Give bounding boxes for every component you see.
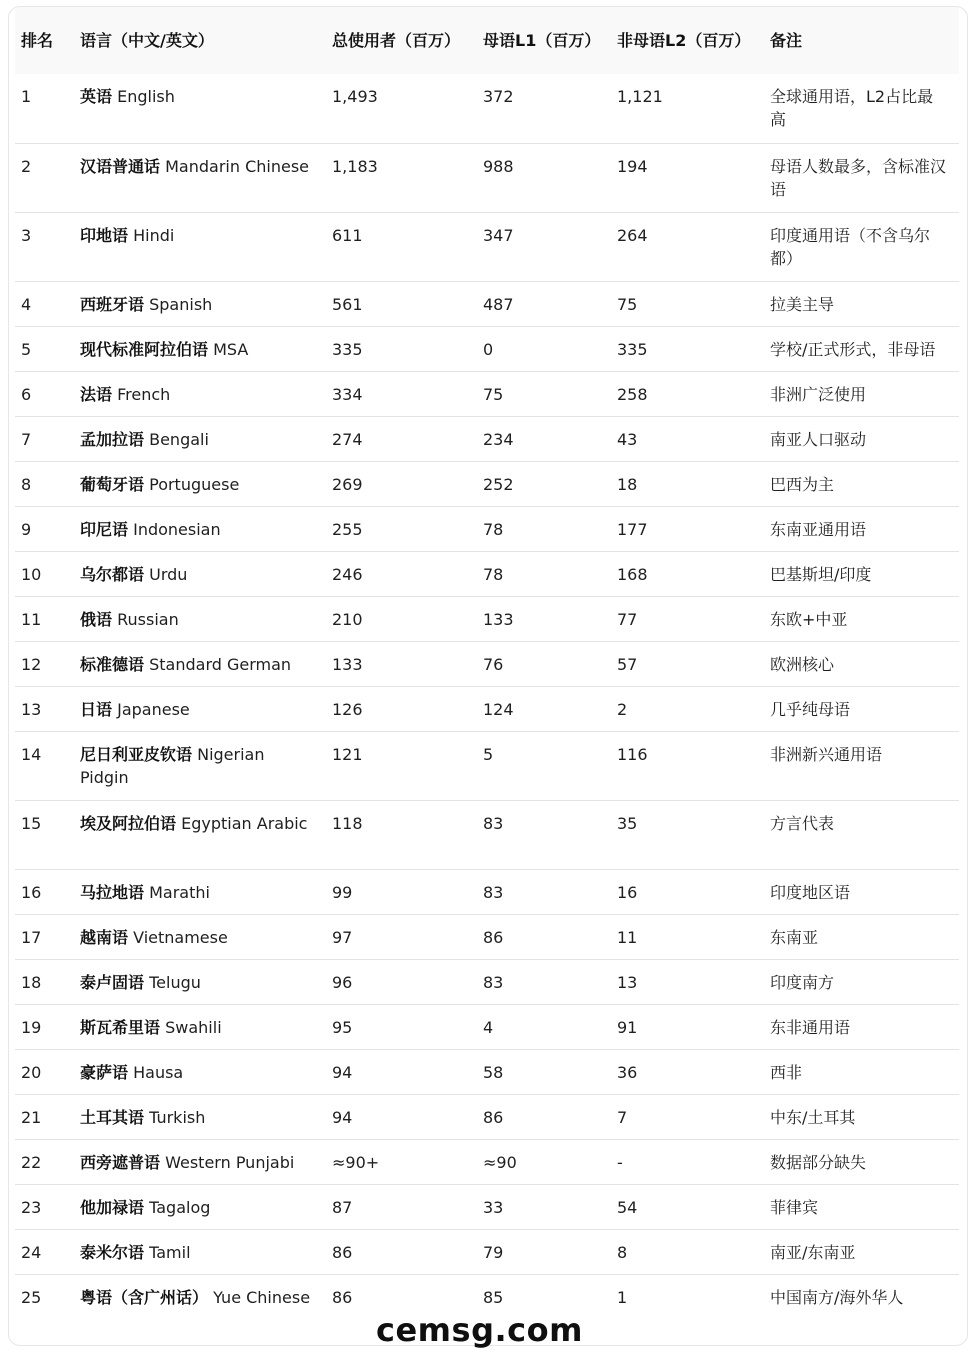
cell-rank: 20: [15, 1049, 74, 1094]
table-card: [8, 6, 968, 1346]
language-en: English: [117, 87, 175, 106]
cell-l2: 54: [611, 1184, 764, 1229]
table-row: [15, 1004, 959, 1049]
cell-l2: 177: [611, 506, 764, 551]
cell-l1: 124: [477, 686, 611, 731]
cell-total: 269: [326, 461, 477, 506]
language-zh: 豪萨语: [80, 1062, 129, 1082]
cell-rank: 8: [15, 461, 74, 506]
cell-l1: 0: [477, 326, 611, 371]
table-body: [15, 74, 959, 1343]
cell-note: 母语人数最多，含标准汉语: [764, 143, 959, 212]
cell-note: 中国南方/海外华人: [770, 1287, 904, 1307]
language-zh: 土耳其语: [80, 1107, 145, 1127]
table-row: [15, 686, 959, 731]
table-row: [15, 551, 959, 596]
cell-note: 巴西为主: [764, 461, 959, 506]
cell-language: [74, 371, 326, 416]
table-row: [15, 1229, 959, 1274]
cell-l1: 78: [477, 506, 611, 551]
table-row: [15, 212, 959, 281]
table-row: [15, 1184, 959, 1229]
table-row: [15, 371, 959, 416]
cell-l2: 11: [611, 914, 764, 959]
table-row: [15, 641, 959, 686]
cell-total: 118: [326, 800, 477, 869]
cell-total: 126: [326, 686, 477, 731]
language-en: Hausa: [133, 1062, 184, 1082]
language-en: Vietnamese: [133, 927, 228, 947]
cell-l1: 86: [477, 1094, 611, 1139]
cell-note: 非洲广泛使用: [764, 371, 959, 416]
language-zh: 法语: [80, 384, 113, 404]
table-row: [15, 731, 959, 800]
cell-l1: 4: [477, 1004, 611, 1049]
cell-rank: 24: [15, 1229, 74, 1274]
language-en: Western Punjabi: [165, 1152, 295, 1172]
cell-total: 94: [326, 1049, 477, 1094]
cell-l2: 7: [611, 1094, 764, 1139]
cell-rank: 11: [15, 596, 74, 641]
cell-rank: 13: [15, 686, 74, 731]
cell-l1: 83: [477, 959, 611, 1004]
table-header: [15, 7, 959, 74]
cell-l2: 43: [611, 416, 764, 461]
cell-l1: 487: [477, 281, 611, 326]
table-row: [15, 800, 959, 869]
cell-language: [74, 914, 326, 959]
language-zh: 泰卢固语: [80, 972, 145, 992]
cell-total: 133: [326, 641, 477, 686]
watermark-text: cemsg.com: [376, 1311, 583, 1349]
cell-language: [74, 1139, 326, 1184]
cell-note: 中东/土耳其: [764, 1094, 959, 1139]
cell-total: 246: [326, 551, 477, 596]
cell-language: [74, 1184, 326, 1229]
cell-rank: 23: [15, 1184, 74, 1229]
cell-note: 几乎纯母语: [764, 686, 959, 731]
cell-l2: 16: [611, 869, 764, 914]
cell-total: 96: [326, 959, 477, 1004]
cell-language: [74, 1229, 326, 1274]
cell-language: [74, 1094, 326, 1139]
table-row: [15, 461, 959, 506]
language-en: Tamil: [149, 1242, 191, 1262]
cell-l1: 133: [477, 596, 611, 641]
header-rank: 排名: [21, 30, 54, 50]
header-row: [15, 7, 959, 74]
language-zh: 西旁遮普语: [80, 1152, 161, 1172]
cell-l2: 77: [611, 596, 764, 641]
cell-language: [74, 416, 326, 461]
language-en: Marathi: [149, 882, 210, 902]
cell-l2: 335: [611, 326, 764, 371]
cell-l1: 86: [477, 914, 611, 959]
header-l2: 非母语L2（百万）: [617, 30, 751, 50]
cell-rank: 17: [15, 914, 74, 959]
table-row: [15, 1094, 959, 1139]
language-zh: 越南语: [80, 927, 129, 947]
cell-note: 菲律宾: [764, 1184, 959, 1229]
table-row: [15, 506, 959, 551]
cell-language: [74, 551, 326, 596]
cell-rank: 16: [15, 869, 74, 914]
cell-rank: 21: [15, 1094, 74, 1139]
cell-l1: 5: [477, 731, 611, 800]
language-en: Spanish: [149, 294, 213, 314]
cell-rank: 18: [15, 959, 74, 1004]
language-en: French: [117, 384, 171, 404]
table-row: [15, 1049, 959, 1094]
language-zh: 乌尔都语: [80, 564, 145, 584]
cell-language: [74, 686, 326, 731]
language-en: Tagalog: [149, 1197, 211, 1217]
cell-rank: 15: [15, 800, 74, 869]
language-zh: 日语: [80, 699, 113, 719]
cell-l1: 988: [477, 143, 611, 212]
cell-l2: 1: [617, 1287, 628, 1307]
cell-note: 拉美主导: [764, 281, 959, 326]
cell-total: 210: [326, 596, 477, 641]
language-en: Russian: [117, 609, 179, 629]
language-zh: 粤语（含广州话）: [80, 1287, 209, 1307]
cell-total: 97: [326, 914, 477, 959]
cell-l2: 75: [611, 281, 764, 326]
language-zh: 英语: [80, 87, 113, 106]
cell-total: 334: [326, 371, 477, 416]
language-zh: 西班牙语: [80, 294, 145, 314]
cell-rank: 12: [15, 641, 74, 686]
language-zh: 标准德语: [80, 654, 145, 674]
cell-l1: 85: [483, 1287, 504, 1307]
cell-language: [74, 596, 326, 641]
language-en: Swahili: [165, 1017, 222, 1037]
language-en: Hindi: [133, 225, 175, 245]
header-language: 语言（中文/英文）: [80, 30, 214, 50]
language-en: Portuguese: [149, 474, 240, 494]
cell-note: 东非通用语: [764, 1004, 959, 1049]
cell-l1: 234: [477, 416, 611, 461]
cell-language: [74, 143, 326, 212]
cell-language: [74, 800, 326, 869]
cell-rank: 1: [15, 74, 74, 143]
cell-total: 611: [326, 212, 477, 281]
cell-l1: 58: [477, 1049, 611, 1094]
cell-l1: 83: [477, 800, 611, 869]
language-zh: 尼日利亚皮钦语: [80, 744, 193, 764]
cell-total: 86: [332, 1287, 353, 1307]
cell-l1: ≈90: [477, 1139, 611, 1184]
header-l1: 母语L1（百万）: [483, 30, 601, 50]
cell-language: [74, 869, 326, 914]
table-row: [15, 914, 959, 959]
cell-language: [74, 959, 326, 1004]
table-row: [15, 326, 959, 371]
cell-note: 非洲新兴通用语: [764, 731, 959, 800]
table-row: [15, 596, 959, 641]
cell-language: [74, 74, 326, 143]
cell-l2: 116: [611, 731, 764, 800]
language-zh: 斯瓦希里语: [80, 1017, 161, 1037]
language-zh: 埃及阿拉伯语: [80, 813, 177, 833]
cell-l1: 75: [477, 371, 611, 416]
cell-note: 南亚/东南亚: [764, 1229, 959, 1274]
cell-total: 87: [326, 1184, 477, 1229]
cell-l2: 57: [611, 641, 764, 686]
cell-language: [74, 731, 326, 800]
cell-language: [74, 212, 326, 281]
language-zh: 汉语普通话: [80, 156, 161, 176]
cell-rank: 2: [15, 143, 74, 212]
cell-l2: 13: [611, 959, 764, 1004]
cell-rank: 3: [15, 212, 74, 281]
language-zh: 现代标准阿拉伯语: [80, 339, 209, 359]
language-zh: 印尼语: [80, 519, 129, 539]
cell-note: 东南亚: [764, 914, 959, 959]
table-row: [15, 416, 959, 461]
language-ranking-table: [15, 7, 959, 1343]
cell-language: [74, 1049, 326, 1094]
language-en: Indonesian: [133, 519, 221, 539]
table-row: [15, 869, 959, 914]
cell-l2: 2: [611, 686, 764, 731]
cell-rank: 7: [15, 416, 74, 461]
cell-language: [74, 281, 326, 326]
cell-note: 欧洲核心: [764, 641, 959, 686]
language-en: Egyptian Arabic: [181, 813, 308, 833]
language-en: Bengali: [149, 429, 209, 449]
cell-note: 东南亚通用语: [764, 506, 959, 551]
cell-total: 561: [326, 281, 477, 326]
table-row: [15, 959, 959, 1004]
cell-note: 学校/正式形式，非母语: [764, 326, 959, 371]
language-en: Turkish: [149, 1107, 206, 1127]
cell-l2: 258: [611, 371, 764, 416]
cell-rank: 14: [15, 731, 74, 800]
cell-language: [74, 506, 326, 551]
language-zh: 印地语: [80, 225, 129, 245]
cell-l2: 35: [611, 800, 764, 869]
language-en: Nigerian Pidgin: [80, 744, 265, 787]
language-en: Urdu: [149, 564, 188, 584]
cell-rank: 9: [15, 506, 74, 551]
cell-total: 99: [326, 869, 477, 914]
language-zh: 葡萄牙语: [80, 474, 145, 494]
cell-total: ≈90+: [326, 1139, 477, 1184]
cell-rank: 22: [15, 1139, 74, 1184]
cell-l2: 264: [611, 212, 764, 281]
cell-rank: 5: [15, 326, 74, 371]
cell-total: 1,493: [326, 74, 477, 143]
cell-l1: 76: [477, 641, 611, 686]
language-zh: 马拉地语: [80, 882, 145, 902]
cell-note: 印度地区语: [764, 869, 959, 914]
language-en: Japanese: [117, 699, 190, 719]
cell-l1: 78: [477, 551, 611, 596]
language-zh: 他加禄语: [80, 1197, 145, 1217]
cell-total: 95: [326, 1004, 477, 1049]
cell-note: 印度南方: [764, 959, 959, 1004]
cell-l1: 347: [477, 212, 611, 281]
table-row: [15, 1139, 959, 1184]
cell-note: 南亚人口驱动: [764, 416, 959, 461]
cell-total: 94: [326, 1094, 477, 1139]
cell-l2: 18: [611, 461, 764, 506]
cell-l2: 168: [611, 551, 764, 596]
cell-l2: 91: [611, 1004, 764, 1049]
cell-note: 方言代表: [764, 800, 959, 869]
cell-language: [74, 641, 326, 686]
language-zh: 泰米尔语: [80, 1242, 145, 1262]
cell-total: 274: [326, 416, 477, 461]
cell-note: 西非: [764, 1049, 959, 1094]
cell-l2: 1,121: [611, 74, 764, 143]
cell-language: [74, 326, 326, 371]
language-zh: 俄语: [80, 609, 113, 629]
cell-total: 121: [326, 731, 477, 800]
cell-total: 255: [326, 506, 477, 551]
cell-language: [74, 1004, 326, 1049]
cell-note: 印度通用语（不含乌尔都）: [764, 212, 959, 281]
header-total: 总使用者（百万）: [332, 30, 461, 50]
cell-rank: 4: [15, 281, 74, 326]
cell-l2: -: [611, 1139, 764, 1184]
cell-l2: 36: [611, 1049, 764, 1094]
cell-rank: 19: [15, 1004, 74, 1049]
cell-l1: 79: [477, 1229, 611, 1274]
language-en: Mandarin Chinese: [165, 156, 309, 176]
language-en: Telugu: [149, 972, 201, 992]
cell-note: 全球通用语，L2占比最高: [764, 74, 959, 143]
cell-l1: 372: [477, 74, 611, 143]
cell-note: 巴基斯坦/印度: [764, 551, 959, 596]
cell-l2: 194: [611, 143, 764, 212]
language-zh: 孟加拉语: [80, 429, 145, 449]
cell-language: [74, 461, 326, 506]
cell-note: 东欧+中亚: [764, 596, 959, 641]
cell-rank: 6: [15, 371, 74, 416]
cell-total: 335: [326, 326, 477, 371]
table-row: [15, 143, 959, 212]
cell-note: 数据部分缺失: [764, 1139, 959, 1184]
language-en: MSA: [213, 339, 249, 359]
language-en: Standard German: [149, 654, 292, 674]
cell-language: [74, 1274, 326, 1343]
cell-l1: 33: [477, 1184, 611, 1229]
header-note: 备注: [770, 30, 803, 50]
table-row: [15, 74, 959, 143]
cell-l2: 8: [611, 1229, 764, 1274]
table-row: [15, 281, 959, 326]
cell-total: 1,183: [326, 143, 477, 212]
language-en: Yue Chinese: [213, 1287, 311, 1307]
cell-l1: 252: [477, 461, 611, 506]
cell-rank: 10: [15, 551, 74, 596]
cell-l1: 83: [477, 869, 611, 914]
cell-total: 86: [326, 1229, 477, 1274]
cell-rank: 25: [21, 1287, 42, 1307]
